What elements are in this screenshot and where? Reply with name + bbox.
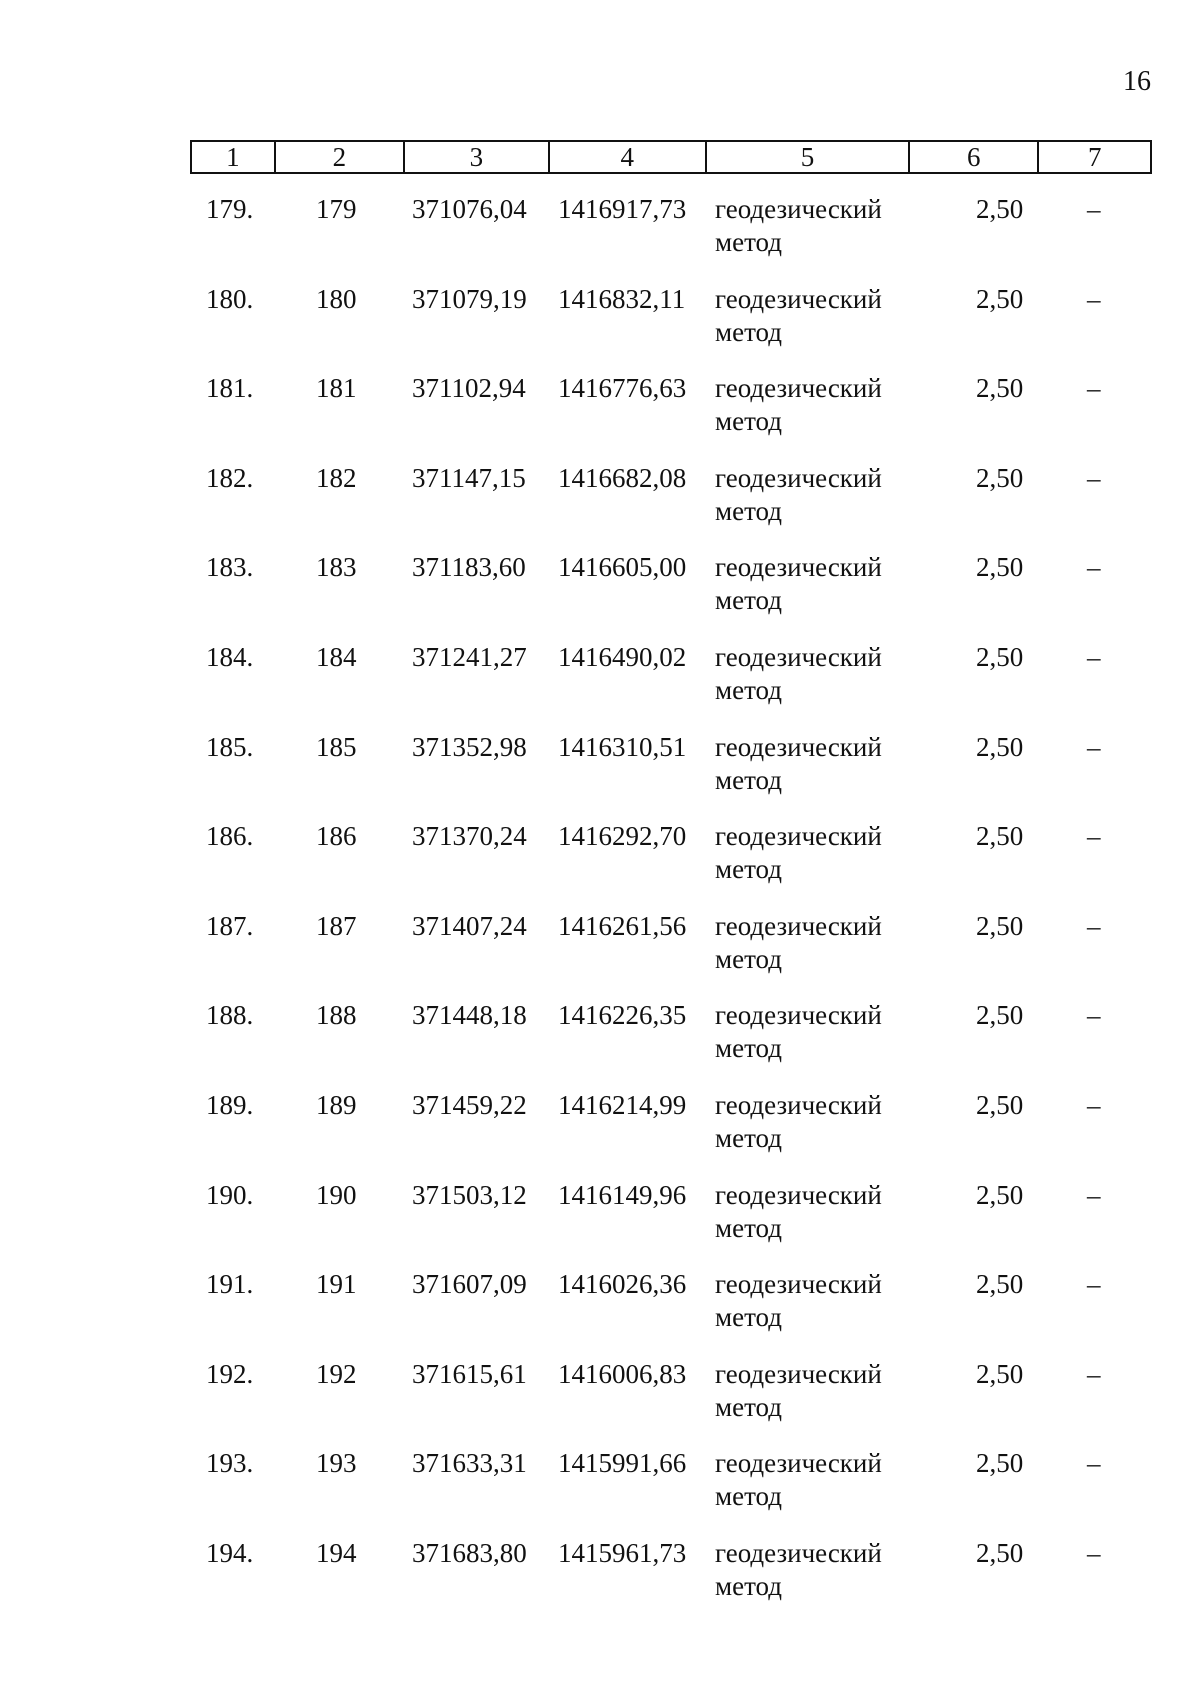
table-row <box>0 193 1200 283</box>
method-text: геодезический метод <box>715 910 882 974</box>
column-header-2: 2 <box>276 142 405 172</box>
table-header-row <box>190 140 1152 174</box>
accuracy-value: 2,50 <box>976 1537 1024 1568</box>
accuracy-value: 2,50 <box>976 1179 1024 1210</box>
table-row <box>0 1537 1200 1627</box>
point-id: 192 <box>316 1358 357 1389</box>
table-row <box>0 372 1200 462</box>
method-text: геодезический метод <box>715 731 882 795</box>
point-id: 188 <box>316 1000 357 1031</box>
note-dash: – <box>1087 1179 1101 1210</box>
table-row <box>0 1447 1200 1537</box>
page-number: 16 <box>1123 66 1151 97</box>
note-dash: – <box>1087 1000 1101 1031</box>
accuracy-value: 2,50 <box>976 373 1024 404</box>
method-text: геодезический метод <box>715 552 882 616</box>
accuracy-value: 2,50 <box>976 194 1024 224</box>
coordinate-y: 1416605,00 <box>558 552 687 583</box>
coordinate-y: 1416226,35 <box>558 1000 687 1031</box>
row-number: 188. <box>206 1000 254 1031</box>
table-row <box>0 1089 1200 1179</box>
method-text: геодезический метод <box>715 1358 882 1422</box>
note-dash: – <box>1087 1448 1101 1479</box>
coordinate-x: 371241,27 <box>412 641 527 672</box>
method-text: геодезический метод <box>715 1448 882 1512</box>
row-number: 190. <box>206 1179 254 1210</box>
point-id: 189 <box>316 1089 357 1120</box>
coordinate-y: 1415991,66 <box>558 1448 687 1479</box>
column-header-6: 6 <box>910 142 1039 172</box>
row-number: 193. <box>206 1448 254 1479</box>
method-text: геодезический метод <box>715 462 882 526</box>
row-number: 180. <box>206 283 254 314</box>
row-number: 186. <box>206 821 254 852</box>
accuracy-value: 2,50 <box>976 731 1024 762</box>
table-row <box>0 1268 1200 1358</box>
column-header-1: 1 <box>192 142 276 172</box>
note-dash: – <box>1087 373 1101 404</box>
table-body <box>0 193 1200 1627</box>
coordinate-y: 1416261,56 <box>558 910 687 941</box>
coordinate-y: 1416682,08 <box>558 462 687 493</box>
point-id: 191 <box>316 1269 357 1300</box>
accuracy-value: 2,50 <box>976 910 1024 941</box>
note-dash: – <box>1087 552 1101 583</box>
accuracy-value: 2,50 <box>976 462 1024 493</box>
row-number: 182. <box>206 462 254 493</box>
coordinate-y: 1416026,36 <box>558 1269 687 1300</box>
point-id: 182 <box>316 462 357 493</box>
row-number: 184. <box>206 641 254 672</box>
table-row <box>0 1179 1200 1269</box>
coordinate-x: 371607,09 <box>412 1269 527 1300</box>
coordinate-x: 371459,22 <box>412 1089 527 1120</box>
coordinate-y: 1416310,51 <box>558 731 687 762</box>
accuracy-value: 2,50 <box>976 1358 1024 1389</box>
coordinate-x: 371683,80 <box>412 1537 527 1568</box>
accuracy-value: 2,50 <box>976 821 1024 852</box>
row-number: 191. <box>206 1269 254 1300</box>
accuracy-value: 2,50 <box>976 1000 1024 1031</box>
coordinate-x: 371370,24 <box>412 821 527 852</box>
column-header-4: 4 <box>550 142 707 172</box>
note-dash: – <box>1087 283 1101 314</box>
coordinate-x: 371615,61 <box>412 1358 527 1389</box>
table-row <box>0 731 1200 821</box>
coordinate-x: 371102,94 <box>412 373 526 404</box>
point-id: 193 <box>316 1448 357 1479</box>
row-number: 179. <box>206 194 254 224</box>
note-dash: – <box>1087 1269 1101 1300</box>
coordinate-y: 1416214,99 <box>558 1089 687 1120</box>
table-row <box>0 910 1200 1000</box>
point-id: 181 <box>316 373 357 404</box>
note-dash: – <box>1087 1089 1101 1120</box>
row-number: 183. <box>206 552 254 583</box>
point-id: 185 <box>316 731 357 762</box>
point-id: 194 <box>316 1537 357 1568</box>
accuracy-value: 2,50 <box>976 1269 1024 1300</box>
row-number: 194. <box>206 1537 254 1568</box>
coordinate-y: 1416292,70 <box>558 821 687 852</box>
point-id: 183 <box>316 552 357 583</box>
table-row <box>0 999 1200 1089</box>
point-id: 187 <box>316 910 357 941</box>
method-text: геодезический метод <box>715 1537 882 1601</box>
point-id: 179 <box>316 194 357 224</box>
accuracy-value: 2,50 <box>976 641 1024 672</box>
method-text: геодезический метод <box>715 373 882 437</box>
method-text: геодезический метод <box>715 1269 882 1333</box>
coordinate-x: 371633,31 <box>412 1448 527 1479</box>
point-id: 180 <box>316 283 357 314</box>
note-dash: – <box>1087 1358 1101 1389</box>
method-text: геодезический метод <box>715 1000 882 1064</box>
coordinate-x: 371147,15 <box>412 462 526 493</box>
column-header-7: 7 <box>1088 141 1102 172</box>
method-text: геодезический метод <box>715 821 882 885</box>
column-header-5: 5 <box>707 142 910 172</box>
coordinate-x: 371183,60 <box>412 552 526 583</box>
point-id: 190 <box>316 1179 357 1210</box>
note-dash: – <box>1087 641 1101 672</box>
column-header-3: 3 <box>405 142 549 172</box>
coordinate-y: 1415961,73 <box>558 1537 687 1568</box>
row-number: 187. <box>206 910 254 941</box>
note-dash: – <box>1087 910 1101 941</box>
row-number: 192. <box>206 1358 254 1389</box>
coordinate-x: 371352,98 <box>412 731 527 762</box>
coordinate-y: 1416006,83 <box>558 1358 687 1389</box>
accuracy-value: 2,50 <box>976 1089 1024 1120</box>
method-text: геодезический метод <box>715 283 882 347</box>
table-row <box>0 641 1200 731</box>
table-row <box>0 462 1200 552</box>
coordinate-x: 371076,04 <box>412 194 527 224</box>
coordinate-x: 371079,19 <box>412 283 527 314</box>
accuracy-value: 2,50 <box>976 283 1024 314</box>
table-row <box>0 1358 1200 1448</box>
note-dash: – <box>1087 731 1101 762</box>
coordinate-x: 371407,24 <box>412 910 527 941</box>
accuracy-value: 2,50 <box>976 552 1024 583</box>
table-row <box>0 551 1200 641</box>
coordinate-y: 1416776,63 <box>558 373 687 404</box>
coordinate-y: 1416490,02 <box>558 641 687 672</box>
row-number: 189. <box>206 1089 254 1120</box>
coordinate-x: 371503,12 <box>412 1179 527 1210</box>
row-number: 181. <box>206 373 254 404</box>
method-text: геодезический метод <box>715 194 882 257</box>
note-dash: – <box>1087 194 1101 224</box>
point-id: 186 <box>316 821 357 852</box>
table-row <box>0 283 1200 373</box>
note-dash: – <box>1087 1537 1101 1568</box>
coordinate-y: 1416832,11 <box>558 283 686 314</box>
coordinate-y: 1416917,73 <box>558 194 687 224</box>
method-text: геодезический метод <box>715 1179 882 1243</box>
method-text: геодезический метод <box>715 1089 882 1153</box>
coordinate-x: 371448,18 <box>412 1000 527 1031</box>
method-text: геодезический метод <box>715 641 882 705</box>
table-row <box>0 820 1200 910</box>
accuracy-value: 2,50 <box>976 1448 1024 1479</box>
coordinate-y: 1416149,96 <box>558 1179 687 1210</box>
note-dash: – <box>1087 462 1101 493</box>
point-id: 184 <box>316 641 357 672</box>
note-dash: – <box>1087 821 1101 852</box>
row-number: 185. <box>206 731 254 762</box>
